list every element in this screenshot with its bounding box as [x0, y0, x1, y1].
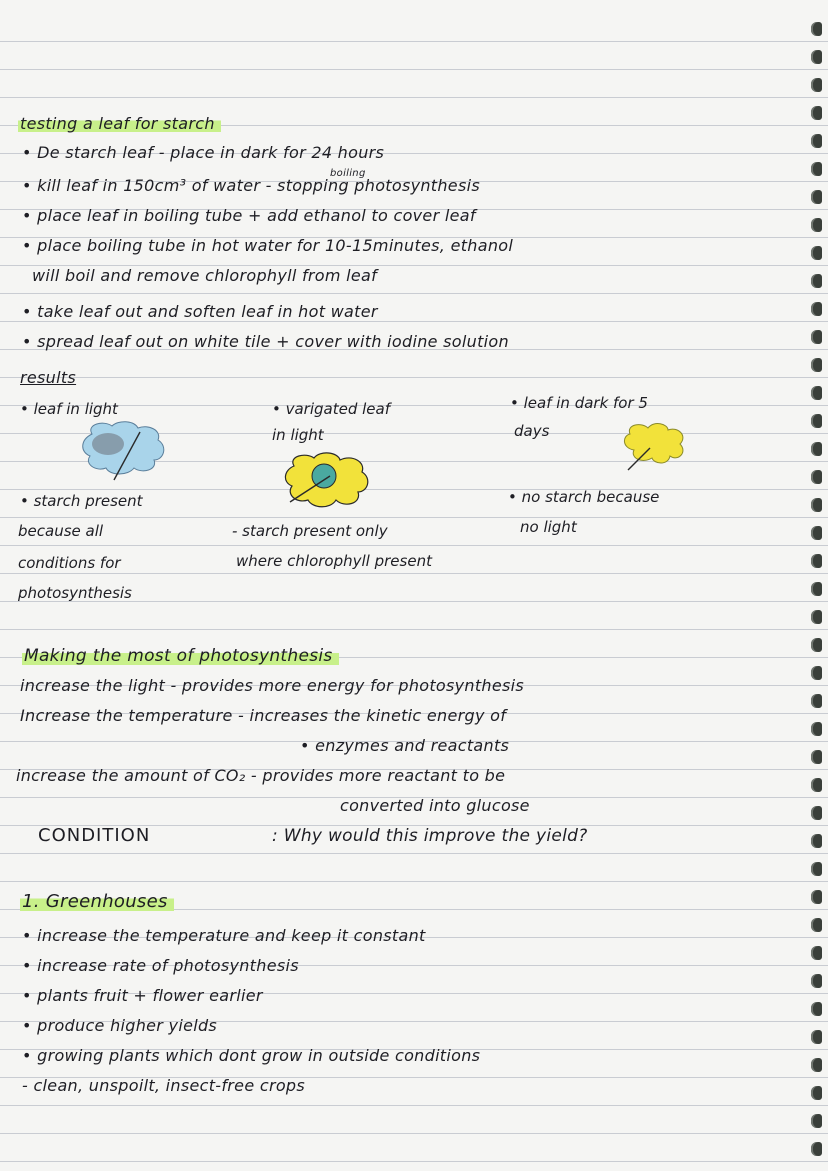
- step-line: • De starch leaf - place in dark for 24 hours: [22, 143, 385, 162]
- condition-line: increase the light - provides more energy for photosynthesis: [20, 676, 525, 695]
- step-line: • place leaf in boiling tube + add ethanol to cover leaf: [22, 206, 476, 225]
- spiral-binding: [798, 0, 828, 1171]
- caption-light: conditions for: [18, 554, 121, 572]
- spiral-ring: [811, 246, 822, 260]
- condition-line: • enzymes and reactants: [300, 736, 510, 755]
- spiral-ring: [811, 470, 822, 484]
- condition-line: increase the amount of CO₂ - provides more reactant to be: [16, 766, 506, 785]
- spiral-ring: [811, 134, 822, 148]
- spiral-ring: [811, 890, 822, 904]
- section-title-starch-test: testing a leaf for starch: [18, 114, 221, 134]
- spiral-ring: [811, 834, 822, 848]
- greenhouse-point: - clean, unspoilt, insect-free crops: [22, 1076, 306, 1095]
- greenhouse-point: • produce higher yields: [22, 1016, 218, 1035]
- spiral-ring: [811, 358, 822, 372]
- spiral-ring: [811, 442, 822, 456]
- spiral-ring: [811, 862, 822, 876]
- spiral-ring: [811, 50, 822, 64]
- spiral-ring: [811, 610, 822, 624]
- spiral-ring: [811, 666, 822, 680]
- spiral-ring: [811, 638, 822, 652]
- spiral-ring: [811, 694, 822, 708]
- yellow-leaf-drawing: [620, 422, 688, 474]
- result-heading-dark: days: [514, 422, 550, 440]
- spiral-ring: [811, 806, 822, 820]
- step-line: • take leaf out and soften leaf in hot water: [22, 302, 378, 321]
- spiral-ring: [811, 22, 822, 36]
- caption-variegated: where chlorophyll present: [236, 552, 432, 570]
- spiral-ring: [811, 190, 822, 204]
- greenhouse-point: • increase rate of photosynthesis: [22, 956, 299, 975]
- spiral-ring: [811, 974, 822, 988]
- spiral-ring: [811, 330, 822, 344]
- step-line: • place boiling tube in hot water for 10-15minutes, ethanol: [22, 236, 514, 255]
- spiral-ring: [811, 1002, 822, 1016]
- caption-variegated: - starch present only: [232, 522, 388, 540]
- section-title-greenhouses: 1. Greenhouses: [20, 892, 174, 912]
- condition-header: CONDITION: [38, 825, 151, 846]
- spiral-ring: [811, 498, 822, 512]
- result-heading-variegated: in light: [272, 426, 324, 444]
- spiral-ring: [811, 414, 822, 428]
- caption-dark: no light: [520, 518, 577, 536]
- condition-line: Increase the temperature - increases the kinetic energy of: [20, 706, 507, 725]
- greenhouse-point: • increase the temperature and keep it constant: [22, 926, 426, 945]
- step-line: will boil and remove chlorophyll from leaf: [32, 266, 378, 285]
- step-line: • kill leaf in 150cm³ of water - stopping photosynthesis: [22, 176, 480, 195]
- result-heading-light: • leaf in light: [20, 400, 118, 418]
- spiral-ring: [811, 78, 822, 92]
- results-label: results: [20, 368, 77, 387]
- caption-light: photosynthesis: [18, 584, 132, 602]
- spiral-ring: [811, 554, 822, 568]
- spiral-ring: [811, 1114, 822, 1128]
- spiral-ring: [811, 778, 822, 792]
- spiral-ring: [811, 274, 822, 288]
- spiral-ring: [811, 722, 822, 736]
- step-line: • spread leaf out on white tile + cover with iodine solution: [22, 332, 509, 351]
- condition-line: converted into glucose: [340, 796, 530, 815]
- spiral-ring: [811, 946, 822, 960]
- spiral-ring: [811, 526, 822, 540]
- boiling-note: boiling: [330, 168, 366, 179]
- question-header: : Why would this improve the yield?: [272, 826, 588, 846]
- spiral-ring: [811, 386, 822, 400]
- greenhouse-point: • growing plants which dont grow in outside conditions: [22, 1046, 481, 1065]
- spiral-ring: [811, 106, 822, 120]
- spiral-ring: [811, 1030, 822, 1044]
- spiral-ring: [811, 302, 822, 316]
- spiral-ring: [811, 162, 822, 176]
- result-heading-variegated: • varigated leaf: [272, 400, 391, 418]
- spiral-ring: [811, 218, 822, 232]
- variegated-leaf-drawing: [282, 452, 372, 510]
- caption-light: • starch present: [20, 492, 143, 510]
- blue-leaf-drawing: [78, 420, 170, 482]
- spiral-ring: [811, 582, 822, 596]
- greenhouse-point: • plants fruit + flower earlier: [22, 986, 263, 1005]
- spiral-ring: [811, 918, 822, 932]
- result-heading-dark: • leaf in dark for 5: [510, 394, 648, 412]
- caption-dark: • no starch because: [508, 488, 660, 506]
- spiral-ring: [811, 750, 822, 764]
- spiral-ring: [811, 1142, 822, 1156]
- caption-light: because all: [18, 522, 104, 540]
- spiral-ring: [811, 1086, 822, 1100]
- section-title-photosynthesis: Making the most of photosynthesis: [22, 646, 339, 666]
- spiral-ring: [811, 1058, 822, 1072]
